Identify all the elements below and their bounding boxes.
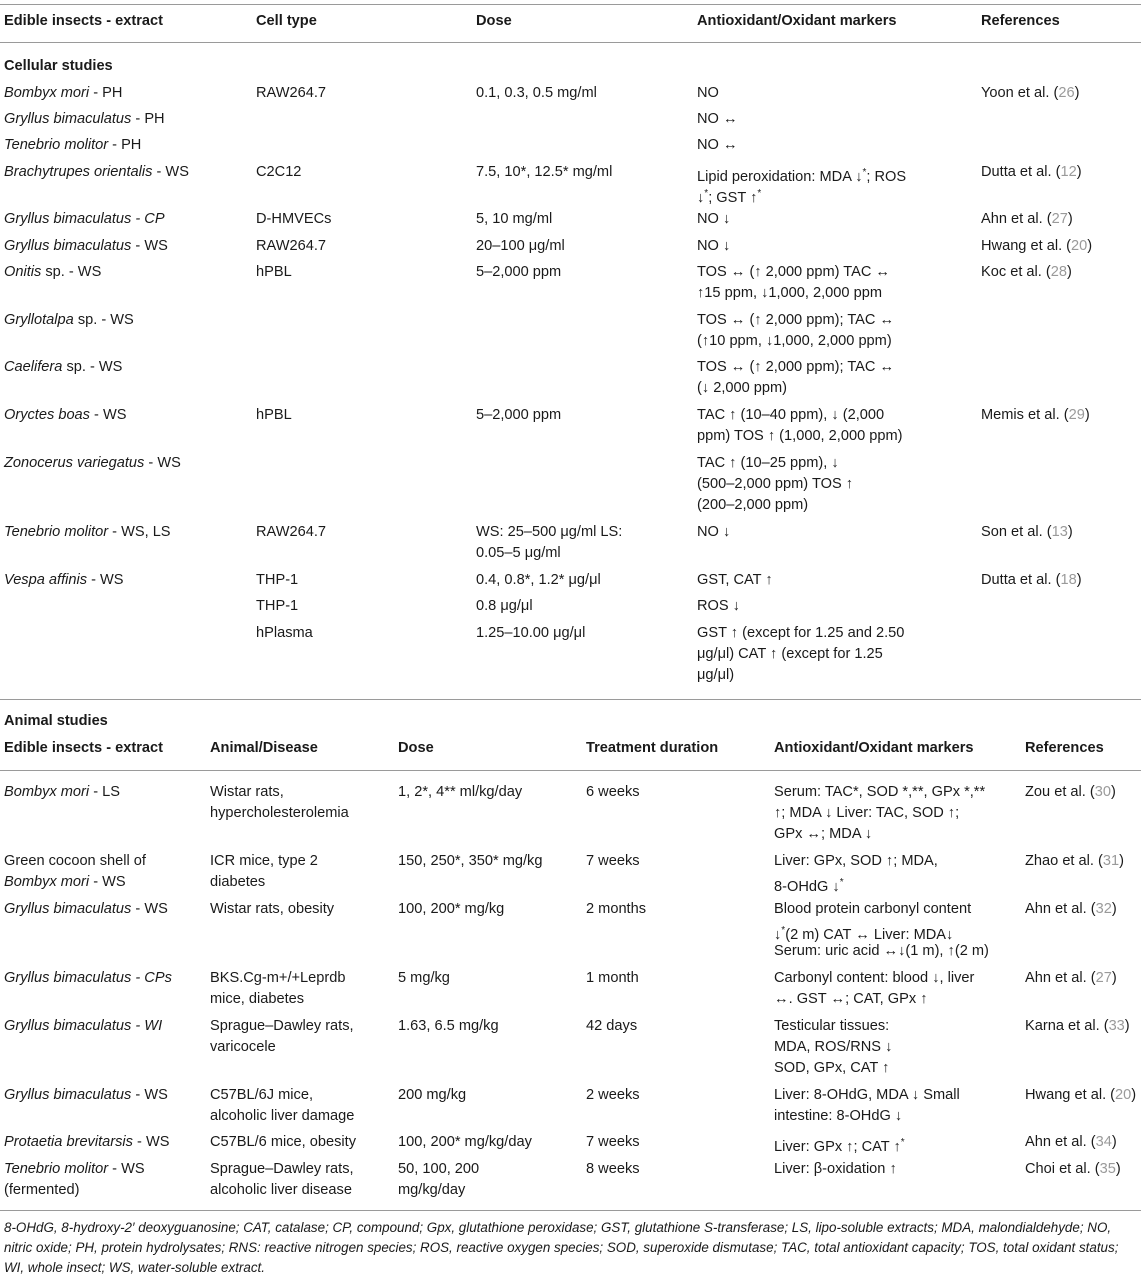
markers-cell: (500–2,000 ppm) TOS ↑ bbox=[697, 476, 854, 492]
animal-disease-cell: BKS.Cg-m+/+Leprdb bbox=[210, 970, 346, 986]
rule-section-divider bbox=[0, 699, 1141, 700]
cell-type-cell: RAW264.7 bbox=[256, 85, 327, 101]
insect-cell: Gryllotalpa sp. - WS bbox=[4, 312, 134, 328]
dose-cell: 150, 250*, 350* mg/kg bbox=[398, 853, 543, 869]
reference-cell[interactable]: Memis et al. (29) bbox=[981, 407, 1090, 423]
cell-type-cell: RAW264.7 bbox=[256, 238, 327, 254]
dose-cell: 0.8 μg/μl bbox=[476, 598, 533, 614]
insect-cell: Protaetia brevitarsis - WS bbox=[4, 1134, 170, 1150]
markers-cell: ↔. GST ↔; CAT, GPx ↑ bbox=[774, 991, 928, 1007]
header-cell: Antioxidant/Oxidant markers bbox=[774, 740, 974, 756]
insect-cell: Green cocoon shell of bbox=[4, 853, 146, 869]
header-cell: Edible insects - extract bbox=[4, 740, 163, 756]
insect-cell: Tenebrio molitor - PH bbox=[4, 137, 142, 153]
insect-cell: Gryllus bimaculatus - PH bbox=[4, 111, 165, 127]
header-cell: Dose bbox=[398, 740, 434, 756]
header-cell: Animal/Disease bbox=[210, 740, 318, 756]
dose-cell: 5–2,000 ppm bbox=[476, 407, 562, 423]
dose-cell: 1.63, 6.5 mg/kg bbox=[398, 1018, 499, 1034]
header-cell: Dose bbox=[476, 13, 512, 29]
markers-cell: Liver: GPx, SOD ↑; MDA, bbox=[774, 853, 938, 869]
markers-cell: TAC ↑ (10–25 ppm), ↓ bbox=[697, 455, 839, 471]
rule-header-bottom bbox=[0, 42, 1141, 43]
cell-type-cell: hPBL bbox=[256, 407, 292, 423]
markers-cell: (↓ 2,000 ppm) bbox=[697, 380, 788, 396]
animal-disease-cell: mice, diabetes bbox=[210, 991, 305, 1007]
insect-cell: Caelifera sp. - WS bbox=[4, 359, 123, 375]
insect-cell: Gryllus bimaculatus - WS bbox=[4, 238, 168, 254]
markers-cell: 8-OHdG ↓* bbox=[774, 877, 844, 895]
reference-cell[interactable]: Ahn et al. (27) bbox=[1025, 970, 1117, 986]
rule-bottom bbox=[0, 1210, 1141, 1211]
cell-type-cell: THP-1 bbox=[256, 598, 299, 614]
markers-cell: Liver: β-oxidation ↑ bbox=[774, 1161, 897, 1177]
insect-cell: Oryctes boas - WS bbox=[4, 407, 127, 423]
rule-animal-header-bottom bbox=[0, 770, 1141, 771]
reference-cell[interactable]: Ahn et al. (34) bbox=[1025, 1134, 1117, 1150]
insect-cell: Bombyx mori - PH bbox=[4, 85, 123, 101]
reference-cell[interactable]: Yoon et al. (26) bbox=[981, 85, 1080, 101]
markers-cell: TOS ↔ (↑ 2,000 ppm) TAC ↔ bbox=[697, 264, 891, 280]
markers-cell: TOS ↔ (↑ 2,000 ppm); TAC ↔ bbox=[697, 359, 895, 375]
dose-cell: 5, 10 mg/ml bbox=[476, 211, 553, 227]
reference-cell[interactable]: Dutta et al. (18) bbox=[981, 572, 1082, 588]
section-title-cellular: Cellular studies bbox=[4, 58, 113, 74]
dose-cell: 100, 200* mg/kg/day bbox=[398, 1134, 532, 1150]
markers-cell: GST, CAT ↑ bbox=[697, 572, 773, 588]
reference-cell[interactable]: Choi et al. (35) bbox=[1025, 1161, 1121, 1177]
duration-cell: 1 month bbox=[586, 970, 639, 986]
rule-top bbox=[0, 4, 1141, 5]
insect-cell: Gryllus bimaculatus - WI bbox=[4, 1018, 163, 1034]
markers-cell: MDA, ROS/RNS ↓ bbox=[774, 1039, 893, 1055]
duration-cell: 7 weeks bbox=[586, 853, 640, 869]
animal-disease-cell: C57BL/6J mice, bbox=[210, 1087, 314, 1103]
reference-cell[interactable]: Zhao et al. (31) bbox=[1025, 853, 1124, 869]
markers-cell: Liver: 8-OHdG, MDA ↓ Small bbox=[774, 1087, 960, 1103]
animal-disease-cell: alcoholic liver disease bbox=[210, 1182, 352, 1198]
header-cell: Antioxidant/Oxidant markers bbox=[697, 13, 897, 29]
dose-cell: 100, 200* mg/kg bbox=[398, 901, 505, 917]
table-footnote: 8-OHdG, 8-hydroxy-2′ deoxyguanosine; CAT, catalase; CP, compound; Gpx, glutathione peroxidase; GST, glutathione S-transferase; LS, lipo-soluble extracts; MDA, malondialdehyde; NO, nitric oxide; PH, protein hydrolysates; RNS: reactive nitrogen species; ROS, reactive oxygen species; SOD, superoxide dismutase; TAC, total antioxidant capacity; TOS, total oxidant status; WI, whole insect; WS, water-soluble extract. bbox=[4, 1220, 1119, 1275]
animal-disease-cell: Wistar rats, obesity bbox=[210, 901, 335, 917]
markers-cell: Serum: uric acid ↔↓(1 m), ↑(2 m) bbox=[774, 943, 989, 959]
markers-cell: NO ↓ bbox=[697, 238, 731, 254]
reference-cell[interactable]: Son et al. (13) bbox=[981, 524, 1073, 540]
insect-cell: Bombyx mori - WS bbox=[4, 874, 126, 890]
markers-cell: NO bbox=[697, 85, 719, 101]
dose-cell: 20–100 μg/ml bbox=[476, 238, 565, 254]
dose-cell: 7.5, 10*, 12.5* mg/ml bbox=[476, 164, 613, 180]
animal-disease-cell: C57BL/6 mice, obesity bbox=[210, 1134, 357, 1150]
reference-cell[interactable]: Zou et al. (30) bbox=[1025, 784, 1116, 800]
animal-disease-cell: ICR mice, type 2 bbox=[210, 853, 318, 869]
markers-cell: ↓*; GST ↑* bbox=[697, 188, 762, 206]
markers-cell: NO ↔ bbox=[697, 111, 738, 127]
insect-cell: (fermented) bbox=[4, 1182, 80, 1198]
markers-cell: ↓*(2 m) CAT ↔ Liver: MDA↓ bbox=[774, 925, 954, 943]
header-cell: References bbox=[981, 13, 1060, 29]
duration-cell: 7 weeks bbox=[586, 1134, 640, 1150]
insect-cell: Bombyx mori - LS bbox=[4, 784, 120, 800]
cell-type-cell: THP-1 bbox=[256, 572, 299, 588]
insect-cell: Gryllus bimaculatus - WS bbox=[4, 1087, 168, 1103]
duration-cell: 2 months bbox=[586, 901, 647, 917]
dose-cell: 5 mg/kg bbox=[398, 970, 450, 986]
markers-cell: Testicular tissues: bbox=[774, 1018, 890, 1034]
reference-cell[interactable]: Karna et al. (33) bbox=[1025, 1018, 1130, 1034]
reference-cell[interactable]: Ahn et al. (27) bbox=[981, 211, 1073, 227]
dose-cell: 1, 2*, 4** ml/kg/day bbox=[398, 784, 523, 800]
dose-cell: WS: 25–500 μg/ml LS: bbox=[476, 524, 623, 540]
reference-cell[interactable]: Dutta et al. (12) bbox=[981, 164, 1082, 180]
insect-cell: Tenebrio molitor - WS, LS bbox=[4, 524, 171, 540]
markers-cell: Blood protein carbonyl content bbox=[774, 901, 972, 917]
animal-disease-cell: hypercholesterolemia bbox=[210, 805, 349, 821]
insect-cell: Gryllus bimaculatus - CPs bbox=[4, 970, 172, 986]
markers-cell: Serum: TAC*, SOD *,**, GPx *,** bbox=[774, 784, 986, 800]
cell-type-cell: RAW264.7 bbox=[256, 524, 327, 540]
markers-cell: Liver: GPx ↑; CAT ↑* bbox=[774, 1137, 905, 1155]
markers-cell: ↑15 ppm, ↓1,000, 2,000 ppm bbox=[697, 285, 882, 301]
insect-cell: Onitis sp. - WS bbox=[4, 264, 102, 280]
cell-type-cell: hPlasma bbox=[256, 625, 313, 641]
dose-cell: 50, 100, 200 bbox=[398, 1161, 480, 1177]
reference-cell[interactable]: Koc et al. (28) bbox=[981, 264, 1072, 280]
duration-cell: 42 days bbox=[586, 1018, 638, 1034]
insect-cell: Gryllus bimaculatus - CP bbox=[4, 211, 165, 227]
reference-cell[interactable]: Hwang et al. (20) bbox=[981, 238, 1093, 254]
duration-cell: 8 weeks bbox=[586, 1161, 640, 1177]
duration-cell: 6 weeks bbox=[586, 784, 640, 800]
markers-cell: (200–2,000 ppm) bbox=[697, 497, 809, 513]
dose-cell: 0.4, 0.8*, 1.2* μg/μl bbox=[476, 572, 601, 588]
markers-cell: μg/μl) bbox=[697, 667, 735, 683]
dose-cell: 0.1, 0.3, 0.5 mg/ml bbox=[476, 85, 597, 101]
dose-cell: 5–2,000 ppm bbox=[476, 264, 562, 280]
dose-cell: 0.05–5 μg/ml bbox=[476, 545, 561, 561]
header-cell: Treatment duration bbox=[586, 740, 719, 756]
insect-cell: Brachytrupes orientalis - WS bbox=[4, 164, 189, 180]
header-cell: Edible insects - extract bbox=[4, 13, 163, 29]
insect-cell: Tenebrio molitor - WS bbox=[4, 1161, 145, 1177]
insect-cell: Gryllus bimaculatus - WS bbox=[4, 901, 168, 917]
reference-cell[interactable]: Ahn et al. (32) bbox=[1025, 901, 1117, 917]
duration-cell: 2 weeks bbox=[586, 1087, 640, 1103]
animal-disease-cell: Sprague–Dawley rats, bbox=[210, 1018, 354, 1034]
markers-cell: (↑10 ppm, ↓1,000, 2,000 ppm) bbox=[697, 333, 892, 349]
dose-cell: 1.25–10.00 μg/μl bbox=[476, 625, 586, 641]
markers-cell: TAC ↑ (10–40 ppm), ↓ (2,000 bbox=[697, 407, 885, 423]
markers-cell: Lipid peroxidation: MDA ↓*; ROS bbox=[697, 167, 907, 185]
markers-cell: NO ↓ bbox=[697, 524, 731, 540]
animal-disease-cell: varicocele bbox=[210, 1039, 276, 1055]
section-title-animal: Animal studies bbox=[4, 713, 108, 729]
markers-cell: Carbonyl content: blood ↓, liver bbox=[774, 970, 975, 986]
dose-cell: mg/kg/day bbox=[398, 1182, 466, 1198]
markers-cell: SOD, GPx, CAT ↑ bbox=[774, 1060, 890, 1076]
markers-cell: ROS ↓ bbox=[697, 598, 740, 614]
dose-cell: 200 mg/kg bbox=[398, 1087, 467, 1103]
markers-cell: GST ↑ (except for 1.25 and 2.50 bbox=[697, 625, 905, 641]
markers-cell: intestine: 8-OHdG ↓ bbox=[774, 1108, 903, 1124]
insect-cell: Zonocerus variegatus - WS bbox=[4, 455, 181, 471]
markers-cell: TOS ↔ (↑ 2,000 ppm); TAC ↔ bbox=[697, 312, 895, 328]
animal-disease-cell: alcoholic liver damage bbox=[210, 1108, 355, 1124]
markers-cell: NO ↓ bbox=[697, 211, 731, 227]
markers-cell: μg/μl) CAT ↑ (except for 1.25 bbox=[697, 646, 883, 662]
markers-cell: ppm) TOS ↑ (1,000, 2,000 ppm) bbox=[697, 428, 903, 444]
insect-cell: Vespa affinis - WS bbox=[4, 572, 124, 588]
cell-type-cell: D-HMVECs bbox=[256, 211, 332, 227]
animal-disease-cell: Wistar rats, bbox=[210, 784, 284, 800]
cell-type-cell: hPBL bbox=[256, 264, 292, 280]
header-cell: References bbox=[1025, 740, 1104, 756]
cell-type-cell: C2C12 bbox=[256, 164, 302, 180]
markers-cell: GPx ↔; MDA ↓ bbox=[774, 826, 873, 842]
markers-cell: ↑; MDA ↓ Liver: TAC, SOD ↑; bbox=[774, 805, 960, 821]
markers-cell: NO ↔ bbox=[697, 137, 738, 153]
reference-cell[interactable]: Hwang et al. (20) bbox=[1025, 1087, 1137, 1103]
animal-disease-cell: diabetes bbox=[210, 874, 266, 890]
animal-disease-cell: Sprague–Dawley rats, bbox=[210, 1161, 354, 1177]
header-cell: Cell type bbox=[256, 13, 317, 29]
